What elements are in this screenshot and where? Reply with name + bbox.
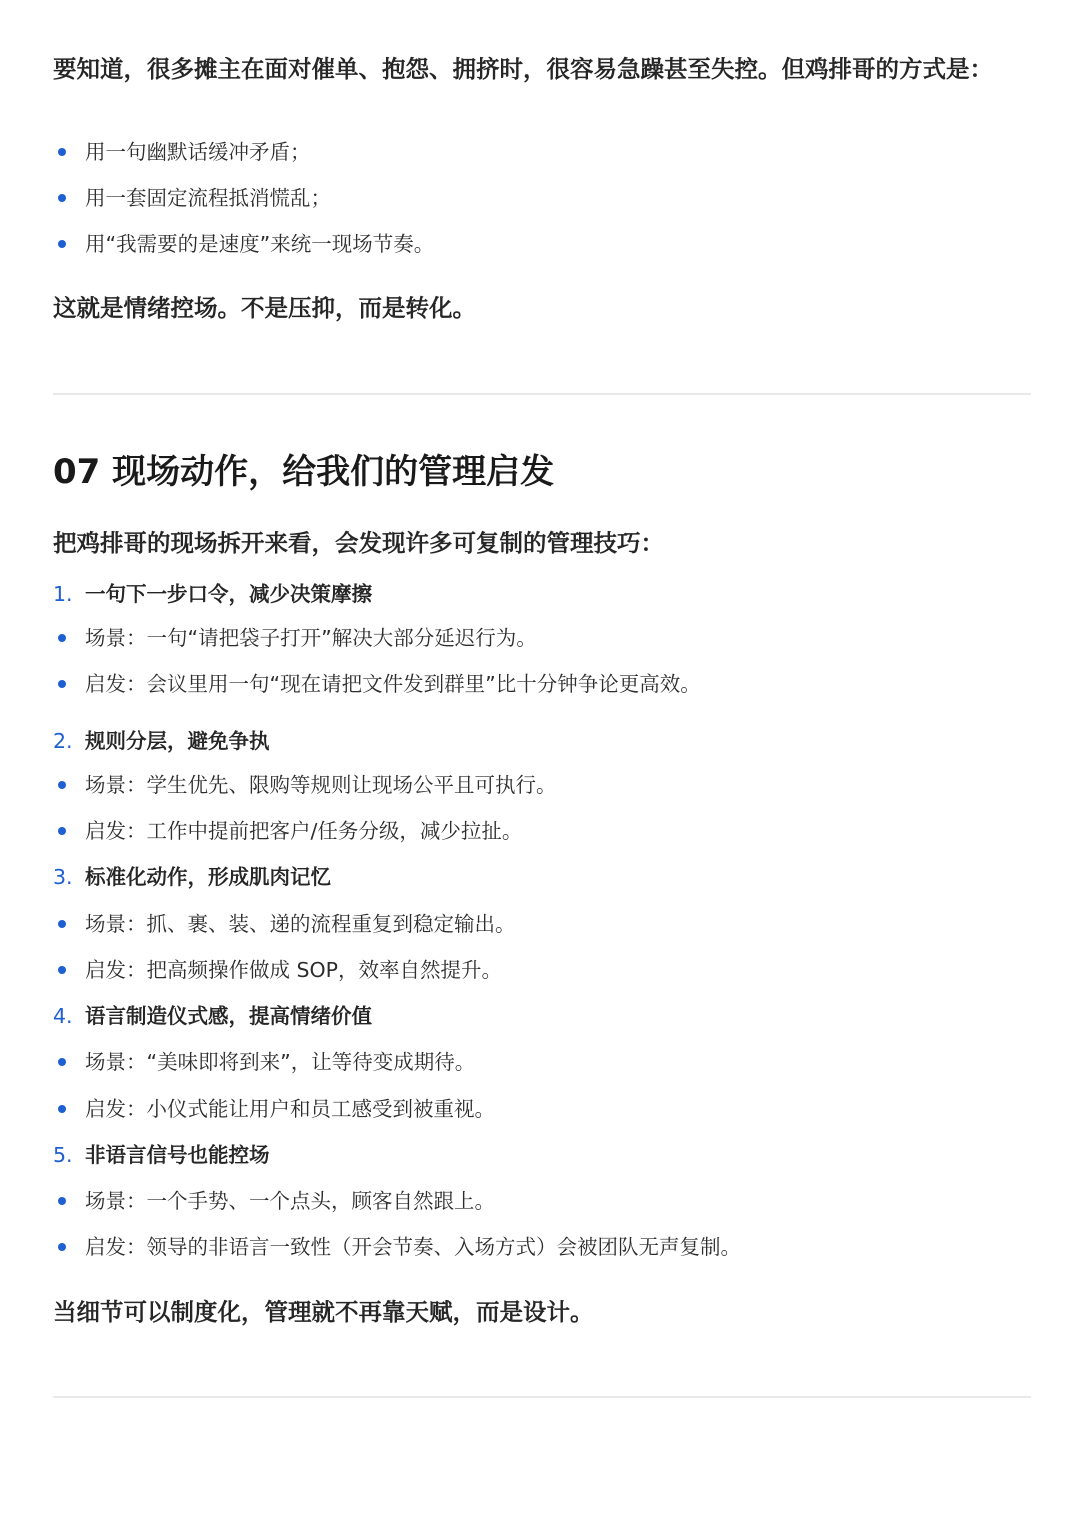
bullet-dot-icon <box>58 781 66 789</box>
section-lead: 把鸡排哥的现场拆开来看，会发现许多可复制的管理技巧： <box>53 529 664 557</box>
item-bullet <box>53 816 522 846</box>
section-conclusion: 当细节可以制度化，管理就不再靠天赋，而是设计。 <box>53 1298 594 1326</box>
item-bullet <box>53 623 537 653</box>
item-title-text: 规则分层，避免争执 <box>85 729 270 753</box>
item-bullet <box>53 955 502 985</box>
item-bullet <box>53 1094 495 1124</box>
bullet-dot-icon <box>58 1197 66 1205</box>
item-bullet-text: 场景：一句“请把袋子打开”解决大部分延迟行为。 <box>85 626 537 650</box>
item-bullet-text: 场景：抓、裹、装、递的流程重复到稳定输出。 <box>85 912 516 936</box>
item-bullet-text: 启发：把高频操作做成 SOP，效率自然提升。 <box>85 958 503 982</box>
item-number: 2. <box>53 729 73 753</box>
intro-bullet-text: 用“我需要的是速度”来统一现场节奏。 <box>85 232 435 256</box>
bullet-dot-icon <box>58 194 66 202</box>
item-number: 1. <box>53 582 73 606</box>
bullet-dot-icon <box>58 240 66 248</box>
article-page <box>53 0 1031 1527</box>
intro-bullet <box>53 137 311 167</box>
bullet-dot-icon <box>58 827 66 835</box>
intro-bullet <box>53 229 434 259</box>
numbered-item-title <box>53 862 331 892</box>
intro-bullet-text: 用一套固定流程抵消慌乱； <box>85 186 331 210</box>
item-bullet <box>53 1047 475 1077</box>
intro-bullet <box>53 183 331 213</box>
item-title-text: 语言制造仪式感，提高情绪价值 <box>85 1004 372 1028</box>
item-bullet <box>53 1232 741 1262</box>
item-title-text: 标准化动作，形成肌肉记忆 <box>85 865 331 889</box>
item-title-text: 一句下一步口令，减少决策摩擦 <box>85 582 372 606</box>
item-title-text: 非语言信号也能控场 <box>85 1143 270 1167</box>
intro-bullet-text: 用一句幽默话缓冲矛盾； <box>85 140 311 164</box>
item-bullet-text: 启发：领导的非语言一致性（开会节奏、入场方式）会被团队无声复制。 <box>85 1235 741 1259</box>
item-bullet <box>53 669 701 699</box>
item-number: 5. <box>53 1143 73 1167</box>
bullet-dot-icon <box>58 148 66 156</box>
item-bullet-text: 启发：小仪式能让用户和员工感受到被重视。 <box>85 1097 495 1121</box>
numbered-item-title <box>53 579 372 609</box>
bullet-dot-icon <box>58 920 66 928</box>
bullet-dot-icon <box>58 1105 66 1113</box>
item-bullet <box>53 1186 495 1216</box>
section-divider <box>53 393 1031 395</box>
item-bullet <box>53 909 516 939</box>
item-number: 4. <box>53 1004 73 1028</box>
item-bullet-text: 场景：学生优先、限购等规则让现场公平且可执行。 <box>85 773 557 797</box>
bottom-divider <box>53 1396 1031 1398</box>
item-bullet-text: 启发：会议里用一句“现在请把文件发到群里”比十分钟争论更高效。 <box>85 672 701 696</box>
numbered-item-title <box>53 726 270 756</box>
item-bullet-text: 启发：工作中提前把客户/任务分级，减少拉扯。 <box>85 819 523 843</box>
bullet-dot-icon <box>58 966 66 974</box>
section-heading: 07 现场动作，给我们的管理启发 <box>53 452 555 492</box>
item-bullet-text: 场景：一个手势、一个点头，顾客自然跟上。 <box>85 1189 495 1213</box>
intro-conclusion: 这就是情绪控场。不是压抑，而是转化。 <box>53 294 476 322</box>
bullet-dot-icon <box>58 1058 66 1066</box>
item-bullet <box>53 770 557 800</box>
bullet-dot-icon <box>58 634 66 642</box>
item-bullet-text: 场景：“美味即将到来”，让等待变成期待。 <box>85 1050 476 1074</box>
bullet-dot-icon <box>58 1243 66 1251</box>
numbered-item-title <box>53 1001 372 1031</box>
bullet-dot-icon <box>58 680 66 688</box>
numbered-item-title <box>53 1140 270 1170</box>
item-number: 3. <box>53 865 73 889</box>
intro-paragraph: 要知道，很多摊主在面对催单、抱怨、拥挤时，很容易急躁甚至失控。但鸡排哥的方式是： <box>53 55 993 83</box>
